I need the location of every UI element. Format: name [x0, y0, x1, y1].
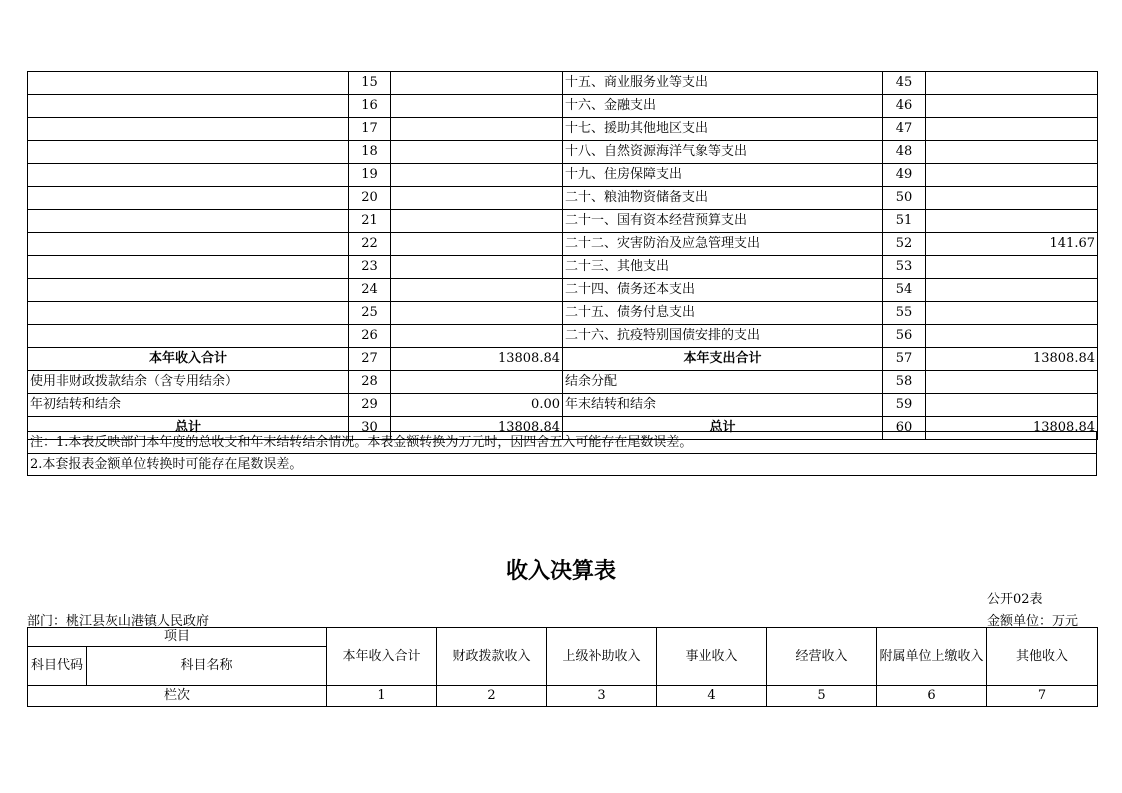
row-number: 59	[883, 394, 926, 417]
grand-total-label: 总计	[28, 417, 349, 440]
grand-total-expense: 13808.84	[926, 417, 1098, 440]
income-amount	[391, 95, 563, 118]
income-statement-table	[27, 627, 1098, 707]
row-number: 60	[883, 417, 926, 440]
income-total-row	[28, 348, 1098, 371]
table-row	[28, 302, 1098, 325]
department-label: 部门：桃江县灰山港镇人民政府	[27, 614, 210, 629]
col-number: 2	[437, 686, 547, 707]
expense-item-label: 二十五、债务付息支出	[563, 302, 883, 325]
row-number: 54	[883, 279, 926, 302]
table-row	[28, 141, 1098, 164]
row-number: 18	[349, 141, 391, 164]
expense-amount	[926, 187, 1098, 210]
col-number: 5	[767, 686, 877, 707]
table-row	[28, 95, 1098, 118]
row-number: 25	[349, 302, 391, 325]
row-number: 15	[349, 72, 391, 95]
expense-amount	[926, 141, 1098, 164]
row-number: 21	[349, 210, 391, 233]
row-label: 栏次	[28, 686, 327, 707]
nonfiscal-amount	[391, 371, 563, 394]
col-number: 3	[547, 686, 657, 707]
unit-label: 金额单位：万元	[987, 614, 1079, 629]
col-header: 其他收入	[987, 628, 1098, 686]
income-total-amount: 13808.84	[391, 348, 563, 371]
income-item-label	[28, 233, 349, 256]
expense-amount	[926, 72, 1098, 95]
expense-amount	[926, 95, 1098, 118]
table-row	[28, 210, 1098, 233]
row-number: 28	[349, 371, 391, 394]
row-number: 45	[883, 72, 926, 95]
expense-item-label: 二十、粮油物资储备支出	[563, 187, 883, 210]
row-number: 29	[349, 394, 391, 417]
name-header: 科目名称	[87, 647, 327, 686]
income-amount	[391, 141, 563, 164]
table-row	[28, 325, 1098, 348]
row-number: 56	[883, 325, 926, 348]
header-row	[28, 628, 1098, 647]
expense-item-label: 二十四、债务还本支出	[563, 279, 883, 302]
income-amount	[391, 279, 563, 302]
row-number: 55	[883, 302, 926, 325]
income-item-label	[28, 187, 349, 210]
expense-item-label: 十六、金融支出	[563, 95, 883, 118]
expense-total-amount: 13808.84	[926, 348, 1098, 371]
expense-amount	[926, 118, 1098, 141]
row-number: 27	[349, 348, 391, 371]
income-item-label	[28, 72, 349, 95]
income-amount	[391, 72, 563, 95]
form-code: 公开02表	[987, 592, 1043, 607]
income-item-label	[28, 95, 349, 118]
income-item-label	[28, 210, 349, 233]
expense-amount: 141.67	[926, 233, 1098, 256]
income-amount	[391, 233, 563, 256]
nonfiscal-label: 使用非财政拨款结余（含专用结余）	[28, 371, 349, 394]
expense-item-label: 二十一、国有资本经营预算支出	[563, 210, 883, 233]
row-number: 52	[883, 233, 926, 256]
col-header: 本年收入合计	[327, 628, 437, 686]
expense-item-label: 十五、商业服务业等支出	[563, 72, 883, 95]
balance-row	[28, 394, 1098, 417]
table-row	[28, 118, 1098, 141]
col-header: 财政拨款收入	[437, 628, 547, 686]
row-number: 26	[349, 325, 391, 348]
row-number: 47	[883, 118, 926, 141]
expense-item-label: 十八、自然资源海洋气象等支出	[563, 141, 883, 164]
row-number: 58	[883, 371, 926, 394]
table-row	[28, 279, 1098, 302]
summary-table-body	[28, 72, 1098, 440]
notes-table	[27, 431, 1097, 476]
col-header: 附属单位上缴收入	[877, 628, 987, 686]
col-number: 6	[877, 686, 987, 707]
income-item-label	[28, 279, 349, 302]
expense-amount	[926, 164, 1098, 187]
expense-amount	[926, 256, 1098, 279]
note-line-1: 注：1.本表反映部门本年度的总收支和年末结转结余情况。本表金额转换为万元时，因四舍五入可能存在尾数误差。	[28, 432, 1097, 454]
expense-total-label: 本年支出合计	[563, 348, 883, 371]
nonfiscal-row	[28, 371, 1098, 394]
expense-amount	[926, 279, 1098, 302]
income-amount	[391, 302, 563, 325]
summary-table	[27, 71, 1098, 440]
income-amount	[391, 118, 563, 141]
income-amount	[391, 256, 563, 279]
begin-balance-amount: 0.00	[391, 394, 563, 417]
income-amount	[391, 164, 563, 187]
grand-total-label: 总计	[563, 417, 883, 440]
table-row	[28, 256, 1098, 279]
expense-item-label: 二十三、其他支出	[563, 256, 883, 279]
row-number: 57	[883, 348, 926, 371]
note-row	[28, 454, 1097, 476]
begin-balance-label: 年初结转和结余	[28, 394, 349, 417]
expense-item-label: 十七、援助其他地区支出	[563, 118, 883, 141]
row-number: 30	[349, 417, 391, 440]
expense-amount	[926, 302, 1098, 325]
income-amount	[391, 187, 563, 210]
row-number: 22	[349, 233, 391, 256]
income-item-label	[28, 118, 349, 141]
expense-item-label: 二十六、抗疫特别国债安排的支出	[563, 325, 883, 348]
col-number: 4	[657, 686, 767, 707]
table-row	[28, 233, 1098, 256]
surplus-distribution-label: 结余分配	[563, 371, 883, 394]
project-header: 项目	[28, 628, 327, 647]
surplus-distribution-amount	[926, 371, 1098, 394]
row-number: 53	[883, 256, 926, 279]
row-number: 17	[349, 118, 391, 141]
expense-item-label: 十九、住房保障支出	[563, 164, 883, 187]
col-header: 上级补助收入	[547, 628, 657, 686]
income-item-label	[28, 141, 349, 164]
table-row	[28, 164, 1098, 187]
row-number: 23	[349, 256, 391, 279]
row-number: 48	[883, 141, 926, 164]
income-item-label	[28, 325, 349, 348]
row-number: 50	[883, 187, 926, 210]
row-number: 24	[349, 279, 391, 302]
expense-item-label: 二十二、灾害防治及应急管理支出	[563, 233, 883, 256]
col-header: 事业收入	[657, 628, 767, 686]
grand-total-income: 13808.84	[391, 417, 563, 440]
income-item-label	[28, 256, 349, 279]
row-number: 16	[349, 95, 391, 118]
row-number: 20	[349, 187, 391, 210]
expense-amount	[926, 210, 1098, 233]
note-line-2: 2.本套报表金额单位转换时可能存在尾数误差。	[28, 454, 1097, 476]
note-row	[28, 432, 1097, 454]
col-header: 经营收入	[767, 628, 877, 686]
end-balance-label: 年末结转和结余	[563, 394, 883, 417]
col-number: 7	[987, 686, 1098, 707]
end-balance-amount	[926, 394, 1098, 417]
row-number: 46	[883, 95, 926, 118]
col-number: 1	[327, 686, 437, 707]
income-item-label	[28, 302, 349, 325]
table-row	[28, 187, 1098, 210]
row-number: 19	[349, 164, 391, 187]
income-amount	[391, 210, 563, 233]
page-title: 收入决算表	[505, 559, 616, 584]
income-amount	[391, 325, 563, 348]
income-item-label	[28, 164, 349, 187]
expense-amount	[926, 325, 1098, 348]
income-total-label: 本年收入合计	[28, 348, 349, 371]
row-number: 49	[883, 164, 926, 187]
column-number-row	[28, 686, 1098, 707]
table-row	[28, 72, 1098, 95]
code-header: 科目代码	[28, 647, 87, 686]
row-number: 51	[883, 210, 926, 233]
